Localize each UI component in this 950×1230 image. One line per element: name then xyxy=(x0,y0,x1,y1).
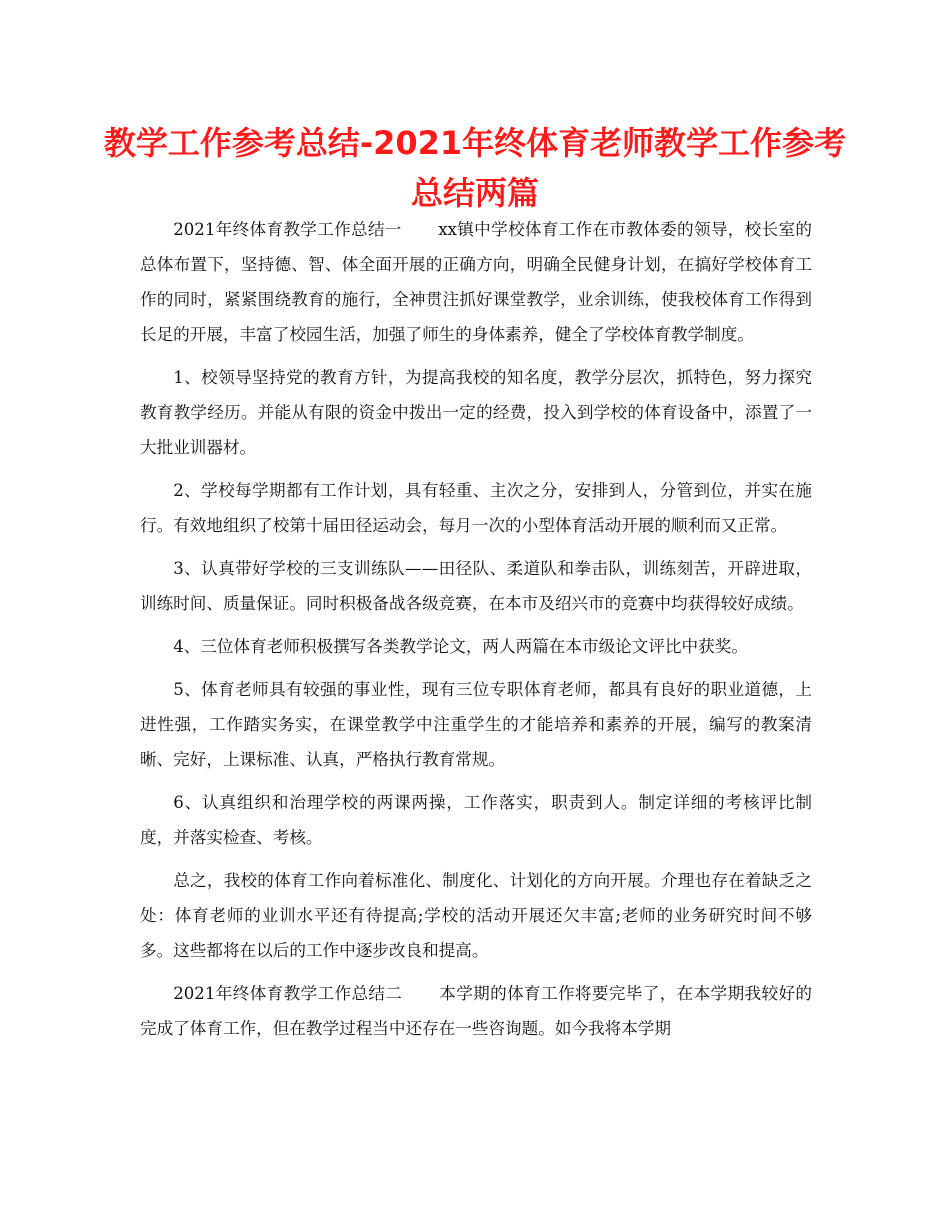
document-title: 教学工作参考总结-2021年终体育老师教学工作参考总结两篇 xyxy=(103,124,847,212)
paragraph-2: 1、校领导坚持党的教育方针，为提高我校的知名度，教学分层次，抓特色，努力探究教育教学经历。并能从有限的资金中拨出一定的经费，投入到学校的体育设备中，添置了一大批业训器材。 xyxy=(140,368,812,457)
paragraph-7: 6、认真组织和治理学校的两课两操，工作落实，职责到人。制定详细的考核评比制度，并落实检查、考核。 xyxy=(140,793,812,847)
section-heading-1: 2021年终体育教学工作总结一 xyxy=(173,220,402,239)
paragraph-4: 3、认真带好学校的三支训练队——田径队、柔道队和拳击队，训练刻苦，开辟进取，训练时间、质量保证。同时积极备战各级竞赛，在本市及绍兴市的竞赛中均获得较好成绩。 xyxy=(140,559,812,613)
paragraph-text: xx镇中学校体育工作在市教体委的领导，校长室的总体布置下，坚持德、智、体全面开展的正确方向，明确全民健身计划，在搞好学校体育工作的同时，紧紧围绕教育的施行，全神贯注抓好课堂教学，业余训练，使我校体育工作得到长足的开展，丰富了校园生活，加强了师生的身体素养，健全了学校体育教学制度。 xyxy=(140,220,813,344)
paragraph-1 xyxy=(140,212,812,352)
document-body xyxy=(140,212,812,1054)
paragraph-6: 5、体育老师具有较强的事业性，现有三位专职体育老师，都具有良好的职业道德，上进性强，工作踏实务实，在课堂教学中注重学生的才能培养和素养的开展，编写的教案清晰、完好，上课标准、认真，严格执行教育常规。 xyxy=(140,680,812,769)
section-heading-2: 2021年终体育教学工作总结二 xyxy=(173,984,403,1003)
paragraph-8: 总之，我校的体育工作向着标准化、制度化、计划化的方向开展。介理也存在着缺乏之处：体育老师的业训水平还有待提高;学校的活动开展还欠丰富;老师的业务研究时间不够多。这些都将在以后的工作中逐步改良和提高。 xyxy=(140,871,812,960)
paragraph-text: 本学期的体育工作将要完毕了，在本学期我较好的完成了体育工作，但在教学过程当中还存在一些咨询题。如今我将本学期 xyxy=(140,984,813,1038)
paragraph-3: 2、学校每学期都有工作计划，具有轻重、主次之分，安排到人，分管到位，并实在施行。有效地组织了校第十届田径运动会，每月一次的小型体育活动开展的顺利而又正常。 xyxy=(140,481,812,535)
paragraph-5: 4、三位体育老师积极撰写各类教学论文，两人两篇在本市级论文评比中获奖。 xyxy=(173,637,748,656)
paragraph-9 xyxy=(140,976,812,1046)
